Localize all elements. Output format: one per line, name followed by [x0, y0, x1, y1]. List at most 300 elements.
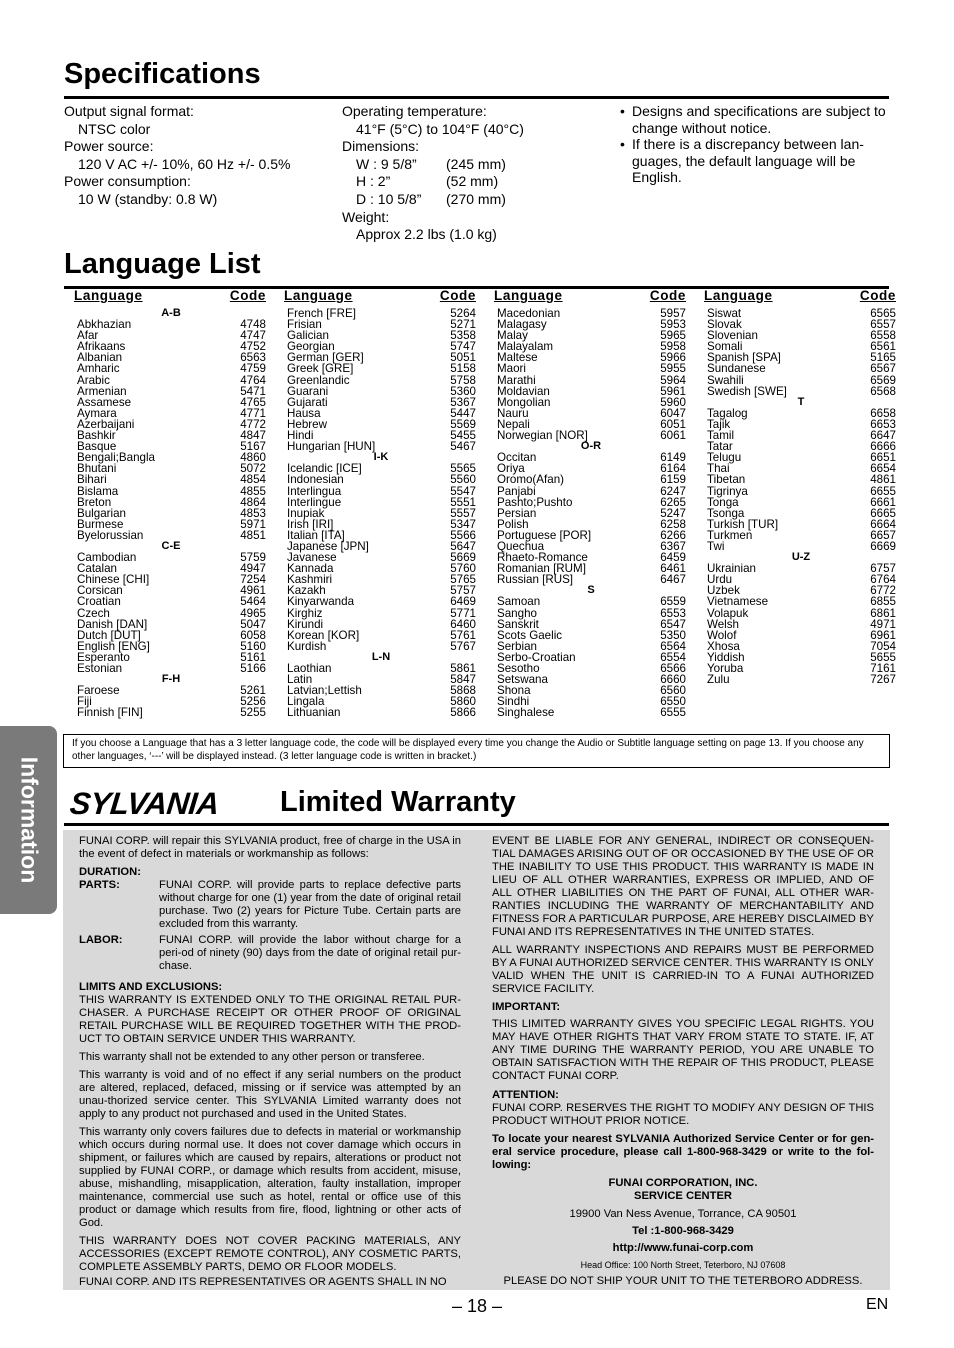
language-name: Bihari [77, 473, 107, 487]
language-code-value: 5569 [450, 417, 476, 431]
transfer-text: This warranty shall not be extended to any other person or transferee. [79, 1051, 425, 1063]
head-office: Head Office: 100 North Street, Teterboro, NJ 07608 [580, 1260, 786, 1270]
language-code-value: 7254 [240, 573, 266, 587]
language-code-value: 5955 [660, 362, 686, 376]
language-code-value: 5051 [450, 351, 476, 365]
language-row [286, 363, 476, 374]
language-row [76, 707, 266, 718]
language-name: Esperanto [77, 650, 130, 664]
language-column-header [74, 288, 266, 304]
dimensions-label: Dimensions: [342, 138, 420, 155]
language-row [286, 596, 476, 607]
important-label: IMPORTANT: [492, 1001, 561, 1013]
language-code-value: 4947 [240, 562, 266, 576]
language-code-value: 5255 [240, 706, 266, 720]
language-code-value: 5551 [450, 495, 476, 509]
language-code-value: 5161 [240, 650, 266, 664]
language-name: Greenlandic [287, 373, 350, 387]
language-code-value: 5350 [660, 628, 686, 642]
language-row [706, 419, 896, 430]
language-name: Latin [287, 673, 313, 687]
company-name: FUNAI CORPORATION, INC. [608, 1177, 758, 1189]
dimension-height-key: H : 2” [356, 173, 391, 190]
language-name: Hungarian [HUN] [287, 440, 376, 454]
language-name: Tamil [707, 429, 735, 443]
temperature-label: Operating temperature: [342, 103, 487, 119]
language-row [496, 363, 686, 374]
power-consumption-value: 10 W (standby: 0.8 W) [78, 190, 218, 207]
language-code-value: 4961 [240, 584, 266, 598]
language-name: Kannada [287, 562, 334, 576]
language-code-value: 5566 [450, 528, 476, 542]
language-code-value: 5861 [450, 662, 476, 675]
language-name: Hindi [287, 429, 314, 443]
labor-text: FUNAI CORP. will provide the labor without charge for a peri-od of ninety (90) days from the date of original retail pur-chase. [159, 934, 461, 972]
header-code: Code [439, 288, 476, 303]
language-code-value: 5966 [660, 351, 686, 365]
language-name: Pashto;Pushto [497, 495, 573, 509]
language-code-value: 7054 [870, 639, 896, 653]
language-code-value: 6661 [870, 495, 896, 509]
language-code-value: 5447 [450, 406, 476, 420]
language-name: Kazakh [287, 584, 326, 598]
dimension-width [342, 156, 524, 174]
language-name: Norwegian [NOR] [497, 429, 588, 443]
language-name: Icelandic [ICE] [287, 462, 362, 476]
language-code-value: 5557 [450, 506, 476, 520]
language-row [496, 486, 686, 497]
language-name: Singhalese [497, 706, 555, 720]
duration-label: DURATION: [79, 866, 141, 878]
language-code-value: 5160 [240, 639, 266, 653]
language-code-value: 5647 [450, 539, 476, 553]
language-name: Japanese [JPN] [287, 539, 369, 553]
language-name: Bengali;Bangla [77, 451, 155, 465]
language-name: Maori [497, 362, 526, 376]
language-code-value: 5471 [240, 384, 266, 398]
language-name: Indonesian [287, 473, 344, 487]
language-name: Portuguese [POR] [497, 528, 592, 542]
language-name: Greek [GRE] [287, 362, 354, 376]
language-code-value: 6561 [870, 340, 896, 354]
rights-text: THIS LIMITED WARRANTY GIVES YOU SPECIFIC LEGAL RIGHTS. YOU MAY HAVE OTHER RIGHTS THAT VARY FROM STATE TO STATE. IF, AT ANY TIME DURING THE WARRANTY PERIOD, YOU ARE UNABLE TO OBTAIN SATISFACTION WITH THE REPAIR OF THIS PRODUCT, PLEASE CONTACT FUNAI CORP. [492, 1018, 874, 1082]
language-row [286, 419, 476, 430]
language-code-value: 4747 [240, 329, 266, 343]
language-name: Serbo-Croatian [497, 650, 576, 664]
language-code-value: 6855 [870, 595, 896, 609]
language-name: Nauru [497, 406, 529, 420]
language-code-value: 5965 [660, 329, 686, 343]
language-group-heading: O-R [580, 440, 602, 453]
language-name: Faroese [77, 684, 120, 698]
language-group-heading: T [797, 395, 805, 408]
language-code-value: 5158 [450, 362, 476, 376]
language-code-value: 4847 [240, 429, 266, 443]
language-code-value: 5868 [450, 684, 476, 698]
language-row [76, 363, 266, 374]
language-name: Turkish [TUR] [707, 517, 779, 531]
language-code-value: 5165 [870, 351, 896, 365]
language-name: Croatian [77, 595, 121, 609]
language-row [706, 608, 896, 619]
language-name: Armenian [77, 384, 127, 398]
inspections-text: ALL WARRANTY INSPECTIONS AND REPAIRS MUST BE PERFORMED BY A FUNAI AUTHORIZED SERVICE CENTER. THIS WARRANTY IS ONLY VALID WHEN THE UNIT IS CARRIED-IN TO A FUNAI AUTHORIZED SERVICE FACILITY. [492, 944, 874, 995]
language-name: Irish [IRI] [287, 517, 334, 531]
labor-label: LABOR: [79, 934, 123, 946]
language-name: Guarani [287, 384, 329, 398]
language-code-value: 6657 [870, 528, 896, 542]
language-code-value: 5271 [450, 318, 476, 332]
language-code-value: 6149 [660, 451, 686, 465]
language-name: Vietnamese [707, 595, 769, 609]
language-name: Tigrinya [707, 484, 748, 498]
language-name: Swahili [707, 373, 744, 387]
language-name: Rhaeto-Romance [497, 551, 588, 565]
language-name: Welsh [707, 617, 740, 631]
language-row [496, 707, 686, 718]
language-code-value: 5167 [240, 440, 266, 454]
language-code-value: 6651 [870, 451, 896, 465]
dimension-width-key: W : 9 5/8” [356, 155, 417, 172]
website-link[interactable]: http://www.funai-corp.com [612, 1242, 754, 1254]
language-row [76, 375, 266, 386]
language-code-value: 5358 [450, 329, 476, 343]
header-code: Code [859, 288, 896, 303]
language-row [706, 363, 896, 374]
language-code-value: 5166 [240, 662, 266, 675]
language-code-value: 6772 [870, 584, 896, 598]
language-name: Macedonian [497, 307, 561, 320]
specifications-title: Specifications [64, 58, 261, 90]
language-name: Lingala [287, 695, 325, 709]
language-name: Aymara [77, 406, 117, 420]
parts-text: FUNAI CORP. will provide parts to replace defective parts without charge for one (1) year from the date of original retail purchase. Two (2) years for Picture Tube. Certain parts are excluded from this warranty. [159, 879, 461, 930]
weight-label: Weight: [342, 208, 390, 225]
dimension-width-value: (245 mm) [446, 155, 506, 172]
language-name: Azerbaijani [77, 417, 135, 431]
language-code-value: 5467 [450, 440, 476, 454]
language-group-heading: C-E [161, 539, 181, 552]
language-name: Setswana [497, 673, 548, 687]
language-code-value: 5958 [660, 340, 686, 354]
language-name: Amharic [77, 362, 120, 376]
language-name: Maltese [497, 351, 538, 365]
language-name: Serbian [497, 639, 537, 653]
language-name: Malayalam [497, 340, 554, 354]
language-code-value: 5547 [450, 484, 476, 498]
language-code-value: 5360 [450, 384, 476, 398]
language-code-value: 6568 [870, 384, 896, 398]
language-name: Inupiak [287, 506, 325, 520]
limits-label: LIMITS AND EXCLUSIONS: [79, 981, 223, 993]
language-code-value: 5247 [660, 506, 686, 520]
warranty-title: Limited Warranty [280, 786, 516, 818]
page-number: – 18 – [451, 1296, 503, 1316]
language-row [706, 452, 896, 463]
language-code-value: 6660 [660, 673, 686, 687]
language-name: Finnish [FIN] [77, 706, 143, 720]
language-code-value: 6647 [870, 429, 896, 443]
language-code-value: 6560 [660, 684, 686, 698]
parts-label: PARTS: [79, 879, 120, 891]
language-column [706, 288, 896, 685]
sylvania-logo: SYLVANIA [68, 786, 221, 821]
language-name: Bashkir [77, 429, 116, 443]
language-code-value: 4861 [870, 473, 896, 487]
language-name: Samoan [497, 595, 541, 609]
weight-value: Approx 2.2 lbs (1.0 kg) [356, 226, 497, 243]
language-row [76, 486, 266, 497]
language-code-value: 5759 [240, 551, 266, 565]
language-row [76, 596, 266, 607]
language-code-value: 5464 [240, 595, 266, 609]
header-language: Language [284, 288, 353, 303]
language-row [706, 375, 896, 386]
language-name: Kirundi [287, 617, 324, 631]
language-name: Czech [77, 606, 110, 620]
language-name: Laothian [287, 662, 332, 675]
language-name: Hausa [287, 406, 321, 420]
language-name: Gujarati [287, 395, 328, 409]
language-name: Sundanese [707, 362, 766, 376]
language-code-value: 6564 [660, 639, 686, 653]
title-rule [64, 96, 889, 99]
language-code-value: 6861 [870, 606, 896, 620]
void-text: This warranty is void and of no effect if any serial numbers on the product are altered, replaced, defaced, missing or if service was attempted by an unau-thorized service center. This SYLVANIA Limited warranty does not apply to any product not purchased and used in the United States. [79, 1069, 461, 1120]
language-name: Tibetan [707, 473, 746, 487]
language-code-value: 4748 [240, 318, 266, 332]
language-row [496, 375, 686, 386]
header-language: Language [494, 288, 563, 303]
no-ship-note: PLEASE DO NOT SHIP YOUR UNIT TO THE TETERBORO ADDRESS. [503, 1275, 863, 1287]
language-name: Somali [707, 340, 743, 354]
language-code-value: 5367 [450, 395, 476, 409]
language-row [706, 674, 896, 685]
language-name: Romanian [RUM] [497, 562, 586, 576]
language-name: Sesotho [497, 662, 540, 675]
language-row [706, 430, 896, 441]
side-tab-label: Information [16, 756, 42, 884]
language-code-value: 6258 [660, 517, 686, 531]
language-name: Dutch [DUT] [77, 628, 141, 642]
dimension-depth-key: D : 10 5/8” [356, 190, 422, 207]
language-code-value: 5757 [450, 584, 476, 598]
header-code: Code [649, 288, 686, 303]
language-name: Spanish [SPA] [707, 351, 781, 365]
language-code-value: 5765 [450, 573, 476, 587]
language-code-value: 4965 [240, 606, 266, 620]
language-name: Oriya [497, 462, 525, 476]
language-code-value: 6061 [660, 429, 686, 443]
language-row [496, 474, 686, 485]
language-name: Javanese [287, 551, 337, 565]
language-name: Tonga [707, 495, 739, 509]
language-name: Georgian [287, 340, 335, 354]
language-code-value: 5256 [240, 695, 266, 709]
language-name: Tsonga [707, 506, 745, 520]
language-row [286, 608, 476, 619]
language-code-value: 5957 [660, 307, 686, 320]
language-code-value: 7267 [870, 673, 896, 687]
header-language: Language [74, 288, 143, 303]
language-code-value: 6051 [660, 417, 686, 431]
language-name: Slovenian [707, 329, 758, 343]
language-code-value: 6547 [660, 617, 686, 631]
language-name: Frisian [287, 318, 322, 332]
phone: Tel :1-800-968-3429 [632, 1225, 734, 1237]
language-name: Sanskrit [497, 617, 539, 631]
language-code-value: 4854 [240, 473, 266, 487]
language-name: Marathi [497, 373, 536, 387]
language-row [706, 474, 896, 485]
language-code-value: 5264 [450, 307, 476, 320]
spec-note: • Designs and specifications are subject to change without notice. [620, 103, 890, 136]
language-code-value: 6557 [870, 318, 896, 332]
warranty-column-right [492, 835, 874, 1288]
language-code-value: 5771 [450, 606, 476, 620]
language-name: Interlingua [287, 484, 342, 498]
language-code-value: 6567 [870, 362, 896, 376]
language-code-value: 5047 [240, 617, 266, 631]
language-code-value: 6665 [870, 506, 896, 520]
language-column-header [704, 288, 896, 304]
language-code-value: 6460 [450, 617, 476, 631]
header-code: Code [229, 288, 266, 303]
language-code-value: 5847 [450, 673, 476, 687]
language-name: Bislama [77, 484, 119, 498]
language-code-value: 6961 [870, 628, 896, 642]
language-name: Malagasy [497, 318, 547, 332]
language-code-value: 4759 [240, 362, 266, 376]
language-code-value: 4752 [240, 340, 266, 354]
language-code-value: 4771 [240, 406, 266, 420]
language-name: Sangho [497, 606, 537, 620]
dimension-depth-value: (270 mm) [446, 190, 506, 207]
language-code-value: 6553 [660, 606, 686, 620]
language-name: Korean [KOR] [287, 628, 360, 642]
language-row [706, 408, 896, 419]
language-column-header [494, 288, 686, 304]
language-name: Lithuanian [287, 706, 341, 720]
language-code-value: 6047 [660, 406, 686, 420]
language-name: Telugu [707, 451, 742, 465]
language-row [496, 608, 686, 619]
labor-term [79, 934, 461, 973]
language-code-value: 5347 [450, 517, 476, 531]
language-name: Mongolian [497, 395, 551, 409]
language-code-value: 4765 [240, 395, 266, 409]
service-center: SERVICE CENTER [633, 1190, 733, 1202]
packing-text: THIS WARRANTY DOES NOT COVER PACKING MATERIALS, ANY ACCESSORIES (EXCEPT REMOTE CONTROL), ANY COSMETIC PARTS, COMPLETE ASSEMBLY PARTS, DEMO OR FLOOR MODELS. [79, 1235, 461, 1273]
language-group-heading: U-Z [791, 551, 811, 564]
language-name: Italian [ITA] [287, 528, 345, 542]
language-code-value: 6658 [870, 406, 896, 420]
language-code-value: 5761 [450, 628, 476, 642]
language-code-value: 4851 [240, 528, 266, 542]
language-code-value: 5261 [240, 684, 266, 698]
power-consumption-label: Power consumption: [64, 173, 191, 190]
language-name: Siswat [707, 307, 742, 320]
language-row [706, 663, 896, 674]
covers-text: This warranty only covers failures due to defects in material or workmanship which occurs during normal use. It does not cover damage which occurs in shipment, or failures which are caused by repairs, alterations or product not supplied by FUNAI CORP., or damage which results from accident, misuse, abuse, mishandling, misapplication, alteration, faulty installation, improper maintenance, commercial use such as hotel, rental or office use of this product or damage which results from fire, flood, lightning or other acts of God. [79, 1126, 461, 1229]
language-note: If you choose a Language that has a 3 letter language code, the code will be displayed every time you change the Audio or Subtitle language setting on page 13. If you choose any other languages, ‘---’ will be displayed instead. (3 letter language code is written in bracket.) [63, 734, 890, 768]
language-name: Galician [287, 329, 329, 343]
liability-start-text: FUNAI CORP. AND ITS REPRESENTATIVES OR AGENTS SHALL IN NO [79, 1276, 447, 1288]
language-name: Albanian [77, 351, 123, 365]
language-name: Burmese [77, 517, 124, 531]
output-format-value: NTSC color [78, 120, 151, 137]
language-name: Persian [497, 506, 537, 520]
language-name: German [GER] [287, 351, 364, 365]
language-code-value: 5953 [660, 318, 686, 332]
language-name: Catalan [77, 562, 117, 576]
language-row [706, 530, 896, 541]
language-code-value: 6459 [660, 551, 686, 565]
language-column-header [284, 288, 476, 304]
language-column [76, 288, 266, 718]
language-code-value: 6569 [870, 373, 896, 387]
language-name: Thai [707, 462, 730, 476]
language-row [76, 319, 266, 330]
language-name: Uzbek [707, 584, 740, 598]
language-code-value: 5565 [450, 462, 476, 476]
language-row [286, 486, 476, 497]
language-group-heading: A-B [161, 307, 181, 319]
language-row [76, 685, 266, 696]
warranty-column-left [79, 835, 461, 1294]
language-name: Arabic [77, 373, 110, 387]
language-code-value: 5655 [870, 650, 896, 664]
temperature-value: 41°F (5°C) to 104°F (40°C) [356, 120, 524, 137]
language-name: Abkhazian [77, 318, 132, 332]
language-name: English [ENG] [77, 639, 150, 653]
language-code-value: 6757 [870, 562, 896, 576]
language-name: Basque [77, 440, 117, 454]
language-code-value: 4971 [870, 617, 896, 631]
language-code-value: 6666 [870, 440, 896, 454]
language-code-value: 5961 [660, 384, 686, 398]
language-code-value: 6565 [870, 307, 896, 320]
language-code-value: 5072 [240, 462, 266, 476]
dimension-height [342, 173, 524, 191]
language-code: EN [866, 1296, 889, 1313]
language-code-value: 6669 [870, 539, 896, 553]
language-name: Kurdish [287, 639, 327, 653]
language-code-value: 6554 [660, 650, 686, 664]
language-code-value: 6563 [240, 351, 266, 365]
language-code-value: 6469 [450, 595, 476, 609]
language-code-value: 5760 [450, 562, 476, 576]
language-code-value: 4864 [240, 495, 266, 509]
language-name: Turkmen [707, 528, 753, 542]
language-code-value: 6566 [660, 662, 686, 675]
language-name: Moldavian [497, 384, 550, 398]
power-source-label: Power source: [64, 138, 154, 155]
language-row [286, 375, 476, 386]
language-code-value: 5767 [450, 639, 476, 653]
language-group-heading: S [587, 584, 595, 597]
language-name: Twi [707, 539, 725, 553]
spec-note: • If there is a discrepancy between lan-guages, the default language will be English. [620, 136, 890, 186]
language-name: Interlingue [287, 495, 342, 509]
dimension-height-value: (52 mm) [446, 173, 499, 190]
language-name: Xhosa [707, 639, 740, 653]
language-code-value: 6367 [660, 539, 686, 553]
language-name: Afar [77, 329, 99, 343]
language-name: Yiddish [707, 650, 745, 664]
language-name: Afrikaans [77, 340, 126, 354]
language-code-value: 5455 [450, 429, 476, 443]
